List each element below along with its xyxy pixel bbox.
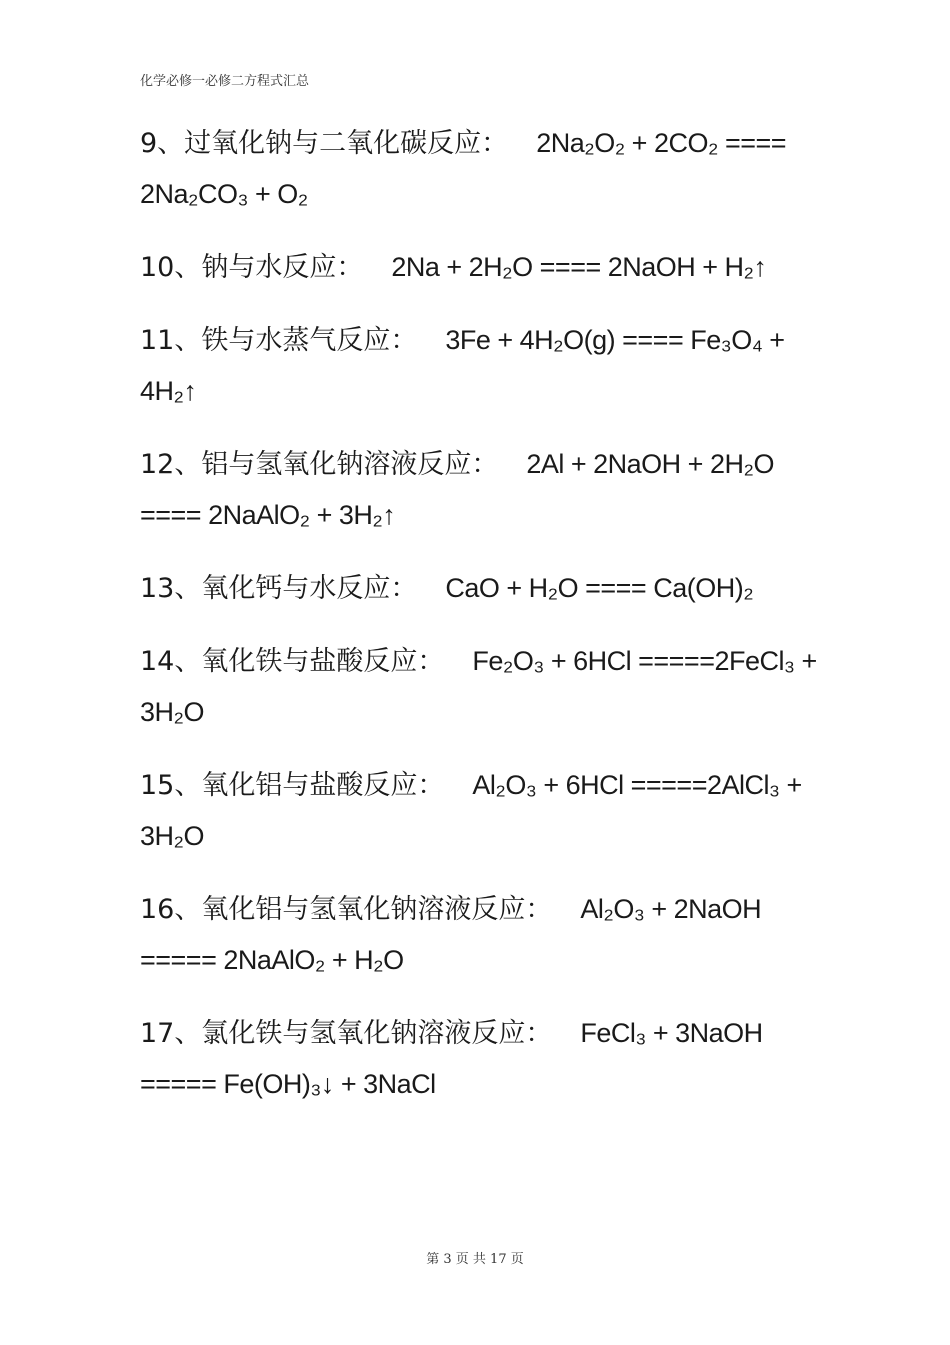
reaction-label: 14、氧化铁与盐酸反应：: [140, 646, 445, 677]
equation-list: [140, 118, 840, 1132]
chemical-equation: 2Na + 2H₂O ==== 2NaOH + H₂↑: [391, 252, 767, 282]
reaction-label: 9、过氧化钠与二氧化碳反应：: [140, 128, 509, 159]
equation-entry-15: [140, 760, 840, 862]
chemical-equation: CaO + H₂O ==== Ca(OH)₂: [445, 573, 754, 603]
equation-entry-14: [140, 636, 840, 738]
chemical-equation: 2Al + 2NaOH + 2H₂O ==== 2NaAlO₂ + 3H₂↑: [140, 449, 774, 530]
chemical-equation: 2Na₂O₂ + 2CO₂ ==== 2Na₂CO₃ + O₂: [140, 128, 787, 209]
chemical-equation: 3Fe + 4H₂O(g) ==== Fe₃O₄ + 4H₂↑: [140, 325, 785, 406]
page-number-footer: 第 3 页 共 17 页: [426, 1252, 524, 1267]
equation-entry-16: [140, 884, 840, 986]
reaction-label: 13、氧化钙与水反应：: [140, 573, 418, 604]
reaction-label: 16、氧化铝与氢氧化钠溶液反应：: [140, 894, 553, 925]
reaction-label: 17、氯化铁与氢氧化钠溶液反应：: [140, 1018, 553, 1049]
reaction-label: 15、氧化铝与盐酸反应：: [140, 770, 445, 801]
chemical-equation: FeCl₃ + 3NaOH ===== Fe(OH)₃↓ + 3NaCl: [140, 1018, 763, 1099]
reaction-label: 12、铝与氢氧化钠溶液反应：: [140, 449, 499, 480]
equation-entry-17: [140, 1008, 840, 1110]
equation-entry-10: [140, 242, 840, 293]
equation-entry-12: [140, 439, 840, 541]
document-header: 化学必修一必修二方程式汇总: [140, 74, 310, 89]
equation-entry-11: [140, 315, 840, 417]
equation-entry-9: [140, 118, 840, 220]
reaction-label: 11、铁与水蒸气反应：: [140, 325, 418, 356]
equation-entry-13: [140, 563, 840, 614]
chemical-equation: Al₂O₃ + 6HCl =====2AlCl₃ + 3H₂O: [140, 770, 802, 851]
reaction-label: 10、钠与水反应：: [140, 252, 364, 283]
chemical-equation: Al₂O₃ + 2NaOH ===== 2NaAlO₂ + H₂O: [140, 894, 762, 975]
chemical-equation: Fe₂O₃ + 6HCl =====2FeCl₃ + 3H₂O: [140, 646, 817, 727]
